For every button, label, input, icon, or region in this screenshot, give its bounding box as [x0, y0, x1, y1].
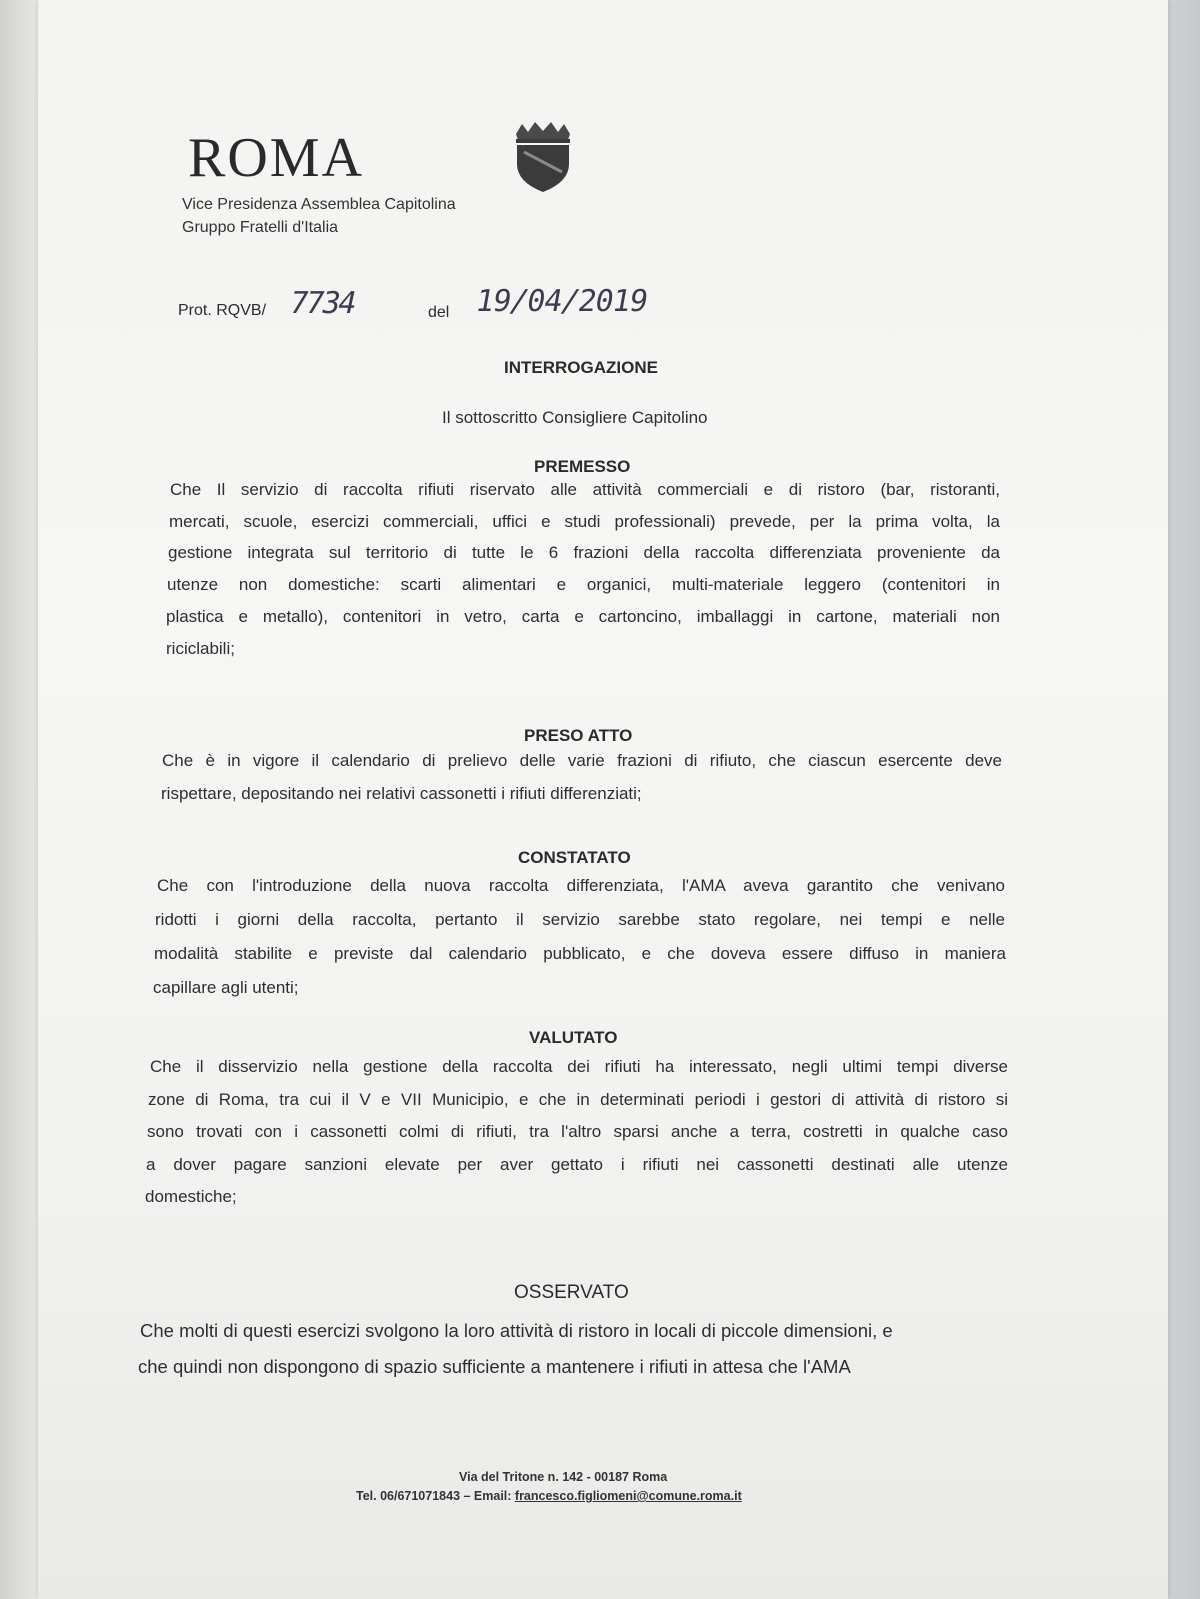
premesso-line-2: mercati, scuole, esercizi commerciali, uffici e studi professionali) prevede, per la prima volta, la: [169, 512, 1000, 531]
section-heading-premesso: PREMESSO: [534, 457, 631, 476]
section-heading-preso-atto: PRESO ATTO: [524, 726, 633, 745]
intro-line: Il sottoscritto Consigliere Capitolino: [442, 408, 708, 427]
valutato-line-1: Che il disservizio nella gestione della raccolta dei rifiuti ha interessato, negli ultimi tempi diverse: [150, 1057, 1008, 1076]
protocol-label: Prot. RQVB/: [178, 302, 267, 319]
footer-email-link[interactable]: francesco.figliomeni@comune.roma.it: [514, 1489, 742, 1503]
constatato-line-1: Che con l'introduzione della nuova raccolta differenziata, l'AMA aveva garantito che venivano: [157, 876, 1005, 895]
roma-logo-text: ROMA: [188, 127, 365, 189]
constatato-line-4: capillare agli utenti;: [153, 978, 299, 997]
document-title: INTERROGAZIONE: [504, 358, 658, 377]
section-heading-valutato: VALUTATO: [529, 1028, 618, 1047]
valutato-line-5: domestiche;: [145, 1187, 237, 1206]
constatato-line-2: ridotti i giorni della raccolta, pertanto il servizio sarebbe stato regolare, nei tempi e nelle: [155, 910, 1005, 929]
subtitle-gruppo: Gruppo Fratelli d'Italia: [182, 219, 339, 236]
preso-atto-line-2: rispettare, depositando nei relativi cassonetti i rifiuti differenziati;: [161, 784, 642, 803]
osservato-line-1: Che molti di questi esercizi svolgono la loro attività di ristoro in locali di piccole dimensioni, e: [140, 1320, 893, 1341]
roma-crest-icon: [510, 120, 576, 194]
premesso-line-3: gestione integrata sul territorio di tutte le 6 frazioni della raccolta differenziata proveniente da: [168, 543, 1000, 562]
section-heading-osservato: OSSERVATO: [514, 1282, 629, 1303]
valutato-line-4: a dover pagare sanzioni elevate per aver gettato i rifiuti nei cassonetti destinati alle utenze: [146, 1155, 1008, 1174]
constatato-line-3: modalità stabilite e previste dal calendario pubblicato, e che doveva essere diffuso in maniera: [154, 944, 1006, 963]
document-page: [38, 0, 1168, 1599]
premesso-line-5: plastica e metallo), contenitori in vetro, carta e cartoncino, imballaggi in cartone, materiali non: [166, 607, 1000, 626]
valutato-line-3: sono trovati con i cassonetti colmi di rifiuti, tra l'altro sparsi anche a terra, costretti in qualche caso: [147, 1122, 1008, 1141]
preso-atto-line-1: Che è in vigore il calendario di prelievo delle varie frazioni di rifiuto, che ciascun esercente deve: [162, 751, 1002, 770]
osservato-line-2: che quindi non dispongono di spazio sufficiente a mantenere i rifiuti in attesa che l'AMA: [138, 1356, 851, 1377]
subtitle-vice-presidenza: Vice Presidenza Assemblea Capitolina: [182, 196, 456, 213]
footer-contact: [356, 1489, 742, 1503]
valutato-line-2: zone di Roma, tra cui il V e VII Municipio, e che in determinati periodi i gestori di attività di ristoro si: [148, 1090, 1008, 1109]
premesso-line-4: utenze non domestiche: scarti alimentari e organici, multi-materiale leggero (contenitori in: [167, 575, 1000, 594]
footer-address: Via del Tritone n. 142 - 00187 Roma: [459, 1470, 668, 1484]
protocol-number-handwritten: 7734: [286, 286, 358, 321]
date-label: del: [428, 304, 450, 321]
premesso-line-6: riciclabili;: [166, 639, 235, 658]
premesso-line-1: Che Il servizio di raccolta rifiuti riservato alle attività commerciali e di ristoro (bar, ristoranti,: [170, 480, 1000, 499]
footer-phone: Tel. 06/671071843 – Email:: [356, 1489, 515, 1503]
date-handwritten: 19/04/2019: [472, 284, 650, 319]
section-heading-constatato: CONSTATATO: [518, 848, 631, 867]
